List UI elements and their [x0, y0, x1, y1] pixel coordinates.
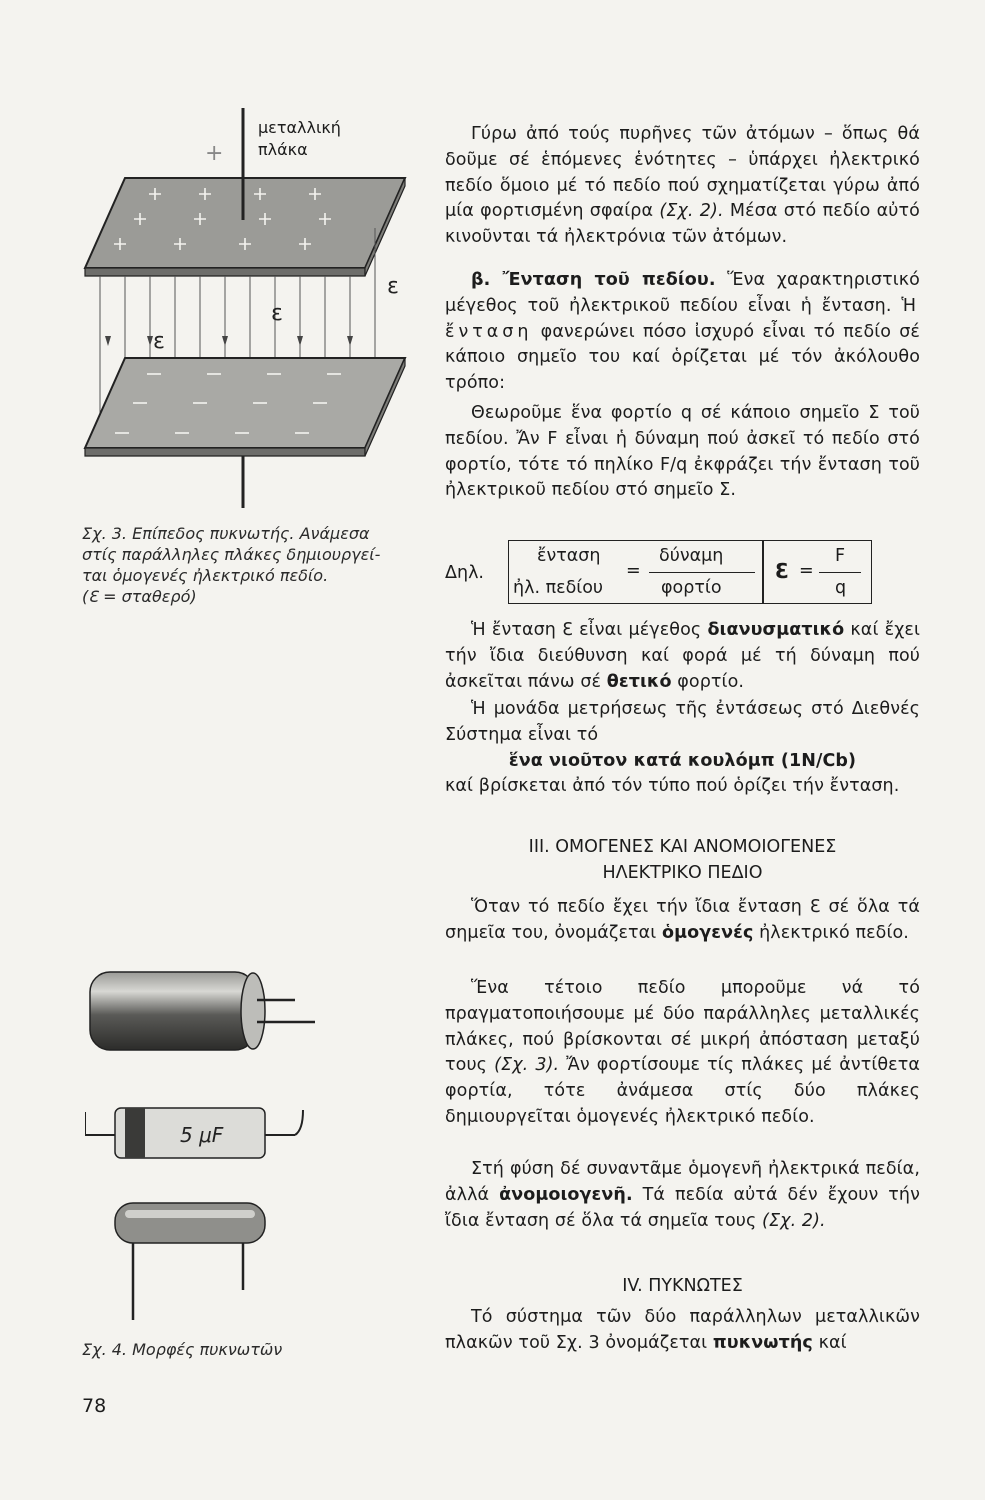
- formula-fraction-line: [649, 572, 755, 573]
- formula-num-left: ἔνταση: [537, 546, 601, 566]
- p8-bold: ὁμογενές: [662, 922, 754, 943]
- p11-text-b: καί: [818, 1332, 847, 1353]
- electrolytic-capacitor: [90, 972, 255, 1050]
- p5-text-a: Ἡ ἔνταση Ɛ εἶναι μέγεθος: [471, 620, 702, 640]
- formula-equals: =: [626, 561, 641, 581]
- p5-text-b: καί ἔχει τήν ἴδια διεύθυνση καί φορά μέ τή δύναμη πού ἀσκεῖται πάνω σέ: [445, 620, 920, 692]
- formula-den-right: φορτίο: [661, 578, 722, 598]
- formula-equals-2: =: [799, 561, 814, 581]
- caption-line: Σχ. 3. Επίπεδος πυκνωτής. Ανάμεσα: [82, 524, 370, 543]
- paragraph-8: [445, 895, 920, 947]
- top-plate: [85, 178, 405, 268]
- paragraph-11: [445, 1305, 920, 1357]
- p11-text-a: Τό σύστημα τῶν δύο παράλληλων μεταλλικῶν πλακῶν τοῦ Σχ. 3 ὀνομάζεται: [445, 1307, 920, 1353]
- paragraph-2: [445, 268, 920, 397]
- formula-prefix: Δηλ.: [445, 563, 484, 583]
- paragraph-3: [445, 401, 920, 504]
- epsilon-left: ε: [153, 329, 165, 354]
- p7-text: καί βρίσκεται ἀπό τόν τύπο πού ὁρίζει τήν ἔνταση.: [445, 776, 900, 797]
- plate-label-line2: πλάκα: [258, 140, 308, 159]
- heading-3-line2: ΗΛΕΚΤΡΙΚΟ ΠΕΔΙΟ: [602, 862, 763, 883]
- formula-numerator: F: [835, 546, 846, 566]
- caption-line: (Ɛ = σταθερό): [82, 587, 197, 606]
- formula-fraction-line-2: [819, 572, 861, 573]
- formula-box: [508, 540, 872, 604]
- figure-3-caption: [82, 523, 382, 607]
- ceramic-capacitor: [115, 1203, 265, 1243]
- p5-bold: διανυσματικό: [707, 620, 845, 640]
- formula-num-right: δύναμη: [659, 546, 724, 566]
- section-b-heading: β. Ἔνταση τοῦ πεδίου.: [471, 270, 716, 290]
- formula-symbol: Ɛ: [775, 559, 789, 583]
- figure-4-caption: Σχ. 4. Μορφές πυκνωτῶν: [82, 1340, 283, 1359]
- paragraph-9: [445, 976, 920, 1131]
- capacitor-value-label: 5 μF: [180, 1123, 224, 1147]
- p5-bold-2: θετικό: [606, 671, 672, 692]
- p9-text: Ἕνα τέτοιο πεδίο μποροῦμε νά τό πραγματοποιήσουμε μέ δύο παράλληλες μεταλλικές πλάκες, πού βρίσκονται σέ μικρή ἀπόσταση μεταξύ τους: [445, 978, 920, 1076]
- p3-text: Θεωροῦμε ἕνα φορτίο q σέ κάποιο σημεῖο Σ τοῦ πεδίου. Ἄν F εἶναι ἡ δύναμη πού ἀσκεῖ τό πεδίο στό φορτίο, τότε τό πηλίκο F/q ἐκφράζει τήν ἔνταση τοῦ ἠλεκτρικοῦ πεδίου στό σημεῖο Σ.: [445, 403, 920, 501]
- figure-3-capacitor-diagram: [75, 108, 425, 528]
- caption-line: στίς παράλληλες πλάκες δημιουργεί-: [82, 545, 381, 564]
- p6-unit: ἕνα νιοῦτον κατά κουλόμπ (1N/Cb): [508, 750, 857, 771]
- plate-label-line1: μεταλλική: [258, 118, 341, 137]
- heading-section-3: [445, 835, 920, 887]
- page-number: 78: [82, 1395, 107, 1417]
- paragraph-5: [445, 618, 920, 695]
- heading-3-line1: ΙΙΙ. ΟΜΟΓΕΝΕΣ ΚΑΙ ΑΝΟΜΟΙΟΓΕΝΕΣ: [528, 837, 837, 857]
- formula-denominator: q: [835, 578, 847, 598]
- p8-text-b: ἠλεκτρικό πεδίο.: [759, 922, 909, 943]
- top-plate-edge: [85, 268, 365, 276]
- p8-text-a: Ὅταν τό πεδίο ἔχει τήν ἴδια ἔνταση Ɛ σέ ὅλα τά σημεῖα του, ὀνομάζεται: [445, 897, 920, 943]
- p9-ref: (Σχ. 3).: [494, 1055, 560, 1076]
- figure-4-capacitors: [85, 960, 335, 1330]
- p1-text: Γύρω ἀπό τούς πυρῆνες τῶν ἀτόμων – ὅπως θά δοῦμε σέ ἑπόμενες ἑνότητες – ὑπάρχει ἠλεκτρικό πεδίο ὅμοιο μέ τό πεδίο πού σχηματίζεται γύρω ἀπό μία φορτισμένη σφαίρα: [445, 124, 920, 222]
- paragraph-1: [445, 122, 920, 251]
- p1-ref: (Σχ. 2).: [659, 201, 724, 222]
- field-arrows: [105, 336, 353, 346]
- formula-den-left: ἠλ. πεδίου: [513, 578, 604, 598]
- p10-bold: ἀνομοιογενῆ.: [499, 1184, 633, 1205]
- p5-text-c: φορτίο.: [677, 671, 745, 692]
- p6-text: Ἡ μονάδα μετρήσεως τῆς ἐντάσεως στό Διεθνές Σύστημα εἶναι τό: [445, 699, 920, 745]
- heading-section-4: IV. ΠΥΚΝΩΤΕΣ: [622, 1276, 743, 1296]
- epsilon-center: ε: [271, 301, 283, 326]
- p10-ref: (Σχ. 2).: [762, 1210, 826, 1231]
- p1-text-b: Μέσα στό πεδίο αὐτό κινοῦνται τά ἠλεκτρόνια τῶν ἀτόμων.: [445, 201, 920, 248]
- p2-text-b: φανερώνει πόσο ἰσχυρό εἶναι τό πεδίο σέ κάποιο σημεῖο του καί ὁρίζεται μέ τόν ἀκόλουθο τρόπο:: [445, 321, 920, 394]
- formula-divider: [762, 541, 764, 603]
- caption-line: ται ὁμογενές ἠλεκτρικό πεδίο.: [82, 566, 329, 585]
- paragraph-10: [445, 1157, 920, 1234]
- p11-bold: πυκνωτής: [712, 1332, 813, 1353]
- plus-symbol: +: [205, 141, 224, 166]
- epsilon-right: ε: [387, 274, 399, 299]
- p2-spaced: Ἡ ἔνταση: [445, 295, 920, 342]
- paragraph-6: [445, 697, 920, 800]
- p10-text-b: Τά πεδία αὐτά δέν ἔχουν τήν ἴδια ἔνταση σέ ὅλα τά σημεῖα τους: [445, 1184, 920, 1231]
- plate-label: [258, 117, 341, 161]
- p10-text-a: Στή φύση δέ συναντᾶμε ὁμογενῆ ἠλεκτρικά πεδία, ἀλλά: [445, 1159, 920, 1205]
- p9-text-b: Ἄν φορτίσουμε τίς πλάκες μέ ἀντίθετα φορτία, τότε ἀνάμεσα στίς δύο πλάκες δημιουργεῖται ὁμογενές ἠλεκτρικό πεδίο.: [445, 1055, 920, 1127]
- p2-text-a: Ἕνα χαρακτηριστικό μέγεθος τοῦ ἠλεκτρικοῦ πεδίου εἶναι ἡ ἔνταση.: [445, 270, 920, 316]
